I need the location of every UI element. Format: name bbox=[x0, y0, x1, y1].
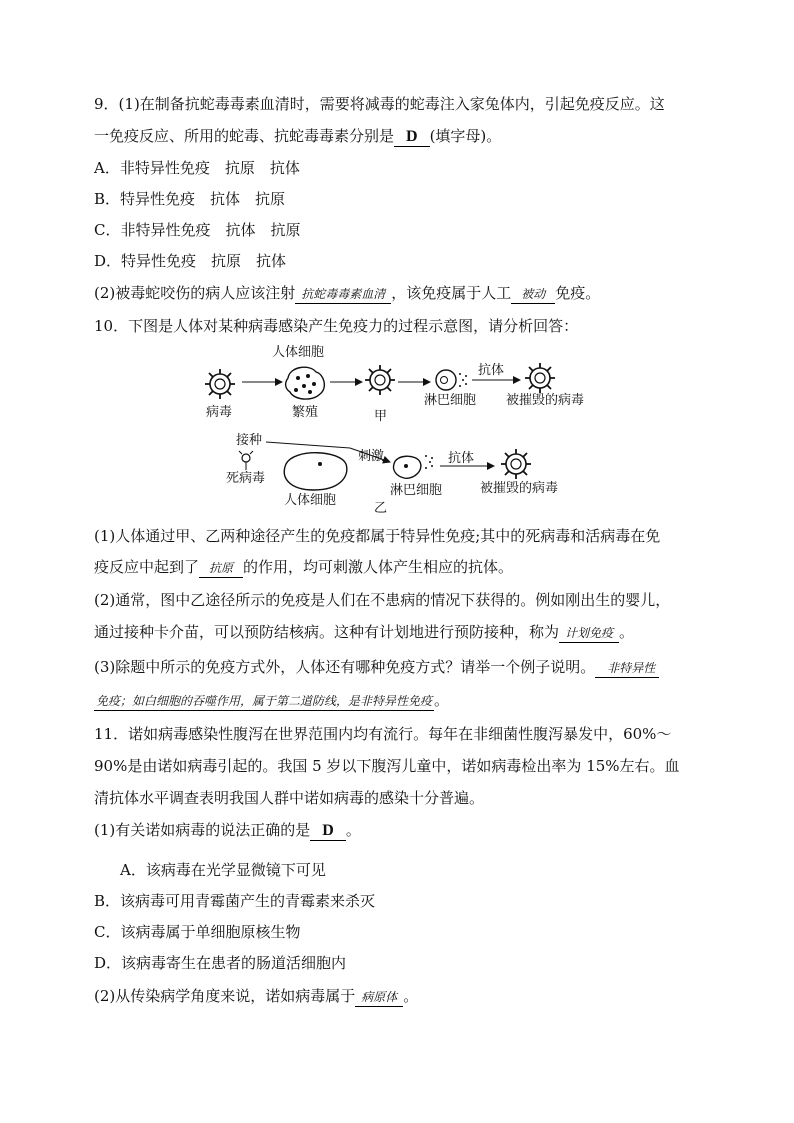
label-stimulate: 刺激 bbox=[358, 449, 385, 464]
q11-line2: 90%是由诺如病毒引起的。我国 5 岁以下腹泻儿童中，诺如病毒检出率为 15%左右。血 bbox=[94, 757, 680, 775]
q10-p2-line1: (2)通常，图中乙途径所示的免疫是人们在不患病的情况下获得的。例如刚出生的婴儿， bbox=[94, 591, 671, 609]
immunity-diagram bbox=[190, 340, 610, 518]
q9-part2 bbox=[94, 283, 600, 304]
q11-part2 bbox=[94, 986, 418, 1007]
q10-intro: 10．下图是人体对某种病毒感染产生免疫力的过程示意图，请分析回答： bbox=[94, 317, 579, 335]
q11-p1-pre: (1)有关诺如病毒的说法正确的是 bbox=[94, 821, 311, 839]
q10-p3-answer1: 非特异性 bbox=[595, 659, 659, 678]
dead-virus-icon bbox=[239, 451, 253, 470]
virus-icon bbox=[365, 365, 395, 395]
q9-line2-post: (填字母)。 bbox=[429, 127, 502, 145]
q10-p3-line1 bbox=[94, 657, 659, 678]
label-destroyed-2: 被摧毁的病毒 bbox=[480, 481, 559, 496]
q11-line3: 清抗体水平调查表明我国人群中诺如病毒的感染十分普遍。 bbox=[94, 789, 485, 807]
q9-p2-answer2: 被动 bbox=[511, 285, 555, 304]
q11-option-b: B．该病毒可用青霉菌产生的青霉素来杀灭 bbox=[94, 892, 376, 910]
destroyed-virus-icon bbox=[525, 363, 555, 393]
q11-p2-pre: (2)从传染病学角度来说，诺如病毒属于 bbox=[94, 987, 356, 1005]
q10-p2-post: 。 bbox=[619, 623, 635, 641]
label-lymph-2: 淋巴细胞 bbox=[390, 483, 443, 498]
lymphocyte-icon bbox=[393, 455, 433, 478]
q9-line2 bbox=[94, 126, 501, 147]
q11-p2-post: 。 bbox=[403, 987, 419, 1005]
q11-option-a: A．该病毒在光学显微镜下可见 bbox=[120, 861, 326, 879]
infected-cell-icon bbox=[286, 367, 325, 399]
q10-p1-answer: 抗原 bbox=[199, 559, 243, 578]
q10-p3-pre: (3)除题中所示的免疫方式外，人体还有哪种免疫方式？请举一个例子说明。 bbox=[94, 658, 596, 676]
label-yi: 乙 bbox=[374, 501, 388, 516]
q10-p3-line2 bbox=[94, 690, 449, 711]
q9-option-c: C．非特异性免疫 抗体 抗原 bbox=[94, 221, 301, 239]
q9-p2-mid: ，该免疫属于人工 bbox=[391, 284, 512, 302]
q10-p1-post: 的作用，均可刺激人体产生相应的抗体。 bbox=[243, 558, 514, 576]
label-jia: 甲 bbox=[374, 409, 388, 424]
lymphocyte-icon bbox=[436, 370, 467, 390]
q10-p1-line1: (1)人体通过甲、乙两种途径产生的免疫都属于特异性免疫;其中的死病毒和活病毒在免 bbox=[94, 527, 661, 545]
q9-option-b: B．特异性免疫 抗体 抗原 bbox=[94, 190, 286, 208]
q11-option-d: D．该病毒寄生在患者的肠道活细胞内 bbox=[94, 954, 347, 972]
label-destroyed-1: 被摧毁的病毒 bbox=[506, 393, 585, 408]
q9-line1: 9．(1)在制备抗蛇毒毒素血清时，需要将减毒的蛇毒注入家兔体内，引起免疫反应。这 bbox=[94, 95, 665, 113]
q9-line2-pre: 一免疫反应、所用的蛇毒、抗蛇毒毒素分别是 bbox=[94, 127, 395, 145]
q9-option-d: D．特异性免疫 抗原 抗体 bbox=[94, 252, 287, 270]
q11-part1 bbox=[94, 820, 361, 841]
q10-p3-answer2: 免疫；如白细胞的吞噬作用，属于第二道防线，是非特异性免疫 bbox=[94, 692, 434, 711]
destroyed-virus-icon bbox=[501, 449, 531, 479]
q9-p2-answer1: 抗蛇毒毒素血清 bbox=[295, 285, 391, 304]
q11-p1-answer: D bbox=[310, 822, 346, 841]
q10-p1-pre: 疫反应中起到了 bbox=[94, 558, 200, 576]
q9-p2-post: 免疫。 bbox=[555, 284, 601, 302]
q9-option-a: A．非特异性免疫 抗原 抗体 bbox=[94, 159, 300, 177]
q11-line1: 11．诺如病毒感染性腹泻在世界范围内均有流行。每年在非细菌性腹泻暴发中，60%～ bbox=[94, 725, 672, 743]
label-human-cell-2: 人体细胞 bbox=[284, 493, 337, 508]
label-virus: 病毒 bbox=[206, 405, 233, 420]
label-antibody-2: 抗体 bbox=[448, 451, 475, 466]
q10-p2-line2 bbox=[94, 622, 634, 643]
q11-p1-post: 。 bbox=[345, 821, 361, 839]
q10-p3-post: 。 bbox=[434, 691, 450, 709]
q9-answer: D bbox=[394, 128, 430, 147]
human-cell-icon bbox=[284, 453, 347, 490]
q11-p2-answer: 病原体 bbox=[355, 988, 403, 1007]
label-lymph-1: 淋巴细胞 bbox=[424, 393, 477, 408]
q11-option-c: C．该病毒属于单细胞原核生物 bbox=[94, 923, 301, 941]
label-human-cell-1: 人体细胞 bbox=[272, 345, 325, 360]
virus-icon bbox=[205, 369, 235, 399]
q10-p2-pre: 通过接种卡介苗，可以预防结核病。这种有计划地进行预防接种，称为 bbox=[94, 623, 560, 641]
label-inoculate: 接种 bbox=[236, 433, 263, 448]
connector-line bbox=[266, 442, 350, 448]
q10-p2-answer: 计划免疫 bbox=[559, 624, 619, 643]
q10-p1-line2 bbox=[94, 557, 513, 578]
label-dead-virus: 死病毒 bbox=[226, 471, 266, 486]
label-antibody-1: 抗体 bbox=[478, 363, 505, 378]
label-reproduce: 繁殖 bbox=[292, 405, 319, 420]
q9-p2-pre: (2)被毒蛇咬伤的病人应该注射 bbox=[94, 284, 296, 302]
